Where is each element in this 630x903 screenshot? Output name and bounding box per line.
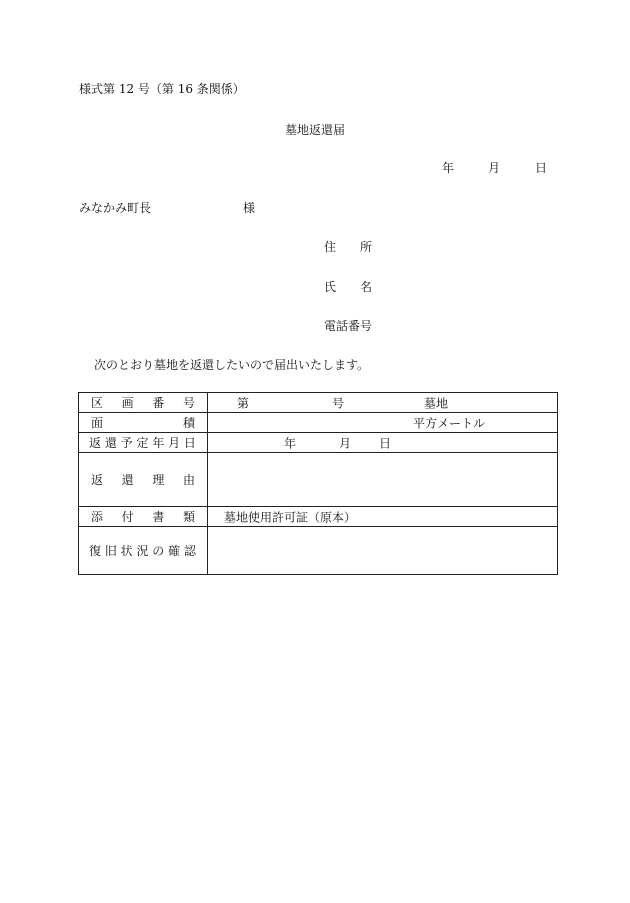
return-date-value[interactable] bbox=[208, 433, 558, 453]
plot-number-label bbox=[79, 393, 208, 413]
label-char: 還 bbox=[121, 473, 134, 487]
plot-number-unit: 墓地 bbox=[424, 396, 449, 410]
applicant-phone-label: 電話番号 bbox=[324, 319, 373, 333]
attachments-text: 墓地使用許可証（原本） bbox=[224, 510, 357, 524]
label-char: 類 bbox=[182, 510, 195, 524]
detail-table bbox=[78, 392, 558, 575]
reason-row bbox=[79, 453, 558, 507]
label-char: 面 bbox=[91, 416, 104, 430]
label-char: 返 bbox=[91, 473, 104, 487]
return-date-month: 月 bbox=[339, 436, 352, 450]
return-date-year: 年 bbox=[284, 436, 297, 450]
date-month-label: 月 bbox=[488, 161, 501, 175]
return-date-row bbox=[79, 433, 558, 453]
reason-label bbox=[79, 453, 208, 507]
label-char: 番 bbox=[152, 396, 165, 410]
plot-number-value[interactable] bbox=[208, 393, 558, 413]
date-day-label: 日 bbox=[535, 161, 548, 175]
restoration-row bbox=[79, 527, 558, 575]
label-char: 由 bbox=[182, 473, 195, 487]
label-char: 書 bbox=[152, 510, 165, 524]
attachments-label bbox=[79, 507, 208, 527]
return-date-day: 日 bbox=[379, 436, 392, 450]
area-label bbox=[79, 413, 208, 433]
area-row bbox=[79, 413, 558, 433]
applicant-name-label: 氏 名 bbox=[324, 280, 373, 294]
return-date-label bbox=[79, 433, 208, 453]
return-date-label-text: 返 還 予 定 年 月 日 bbox=[89, 436, 196, 450]
form-number: 様式第 12 号（第 16 条関係） bbox=[79, 82, 245, 96]
attachments-row bbox=[79, 507, 558, 527]
applicant-address-label: 住 所 bbox=[324, 240, 373, 254]
label-char: 付 bbox=[121, 510, 134, 524]
plot-number-row bbox=[79, 393, 558, 413]
label-char: 理 bbox=[152, 473, 165, 487]
restoration-label bbox=[79, 527, 208, 575]
label-char: 号 bbox=[182, 396, 195, 410]
addressee-name: みなかみ町長 bbox=[79, 201, 152, 215]
plot-number-prefix: 第 bbox=[237, 396, 250, 410]
reason-value[interactable] bbox=[208, 453, 558, 507]
restoration-label-text: 復 旧 状 況 の 確 認 bbox=[89, 544, 196, 558]
area-unit: 平方メートル bbox=[413, 416, 486, 430]
intro-text: 次のとおり墓地を返還したいので届出いたします。 bbox=[94, 358, 370, 372]
label-char: 画 bbox=[121, 396, 134, 410]
document-title: 墓地返還届 bbox=[285, 123, 346, 137]
label-char: 積 bbox=[182, 416, 195, 430]
restoration-value[interactable] bbox=[208, 527, 558, 575]
date-year-label: 年 bbox=[442, 161, 455, 175]
label-char: 区 bbox=[91, 396, 104, 410]
attachments-value bbox=[208, 507, 558, 527]
label-char: 添 bbox=[91, 510, 104, 524]
plot-number-suffix: 号 bbox=[332, 396, 345, 410]
addressee-honorific: 様 bbox=[243, 201, 256, 215]
area-value[interactable] bbox=[208, 413, 558, 433]
